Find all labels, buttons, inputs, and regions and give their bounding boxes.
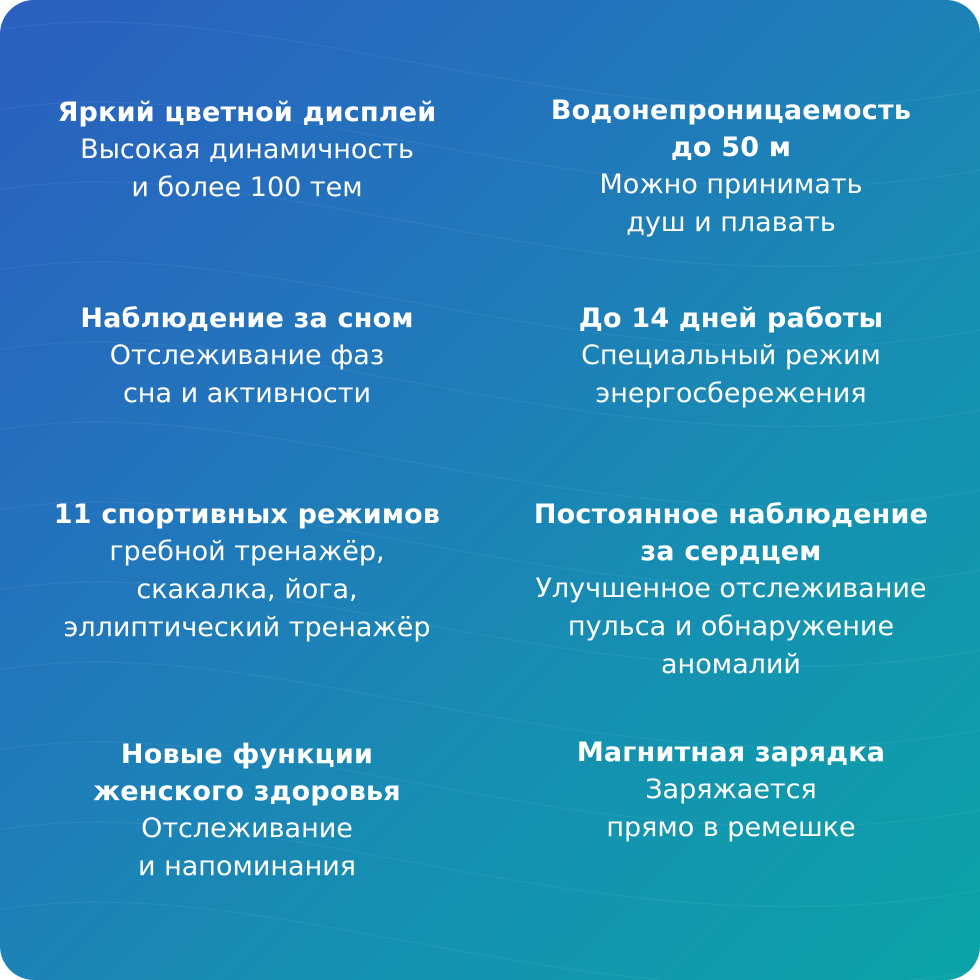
feature-title: Наблюдение за сном: [80, 303, 414, 334]
feature-desc-line: душ и плавать: [626, 207, 836, 238]
feature-desc-line: эллиптический тренажёр: [63, 612, 431, 643]
feature-desc-line: аномалий: [661, 649, 801, 680]
feature-desc-line: Высокая динамичность: [80, 134, 414, 165]
feature-desc-line: Отслеживание фаз: [109, 340, 385, 371]
feature-desc-line: Можно принимать: [599, 169, 863, 200]
feature-title: Новые функции: [120, 739, 374, 770]
feature-desc-line: Отслеживание: [141, 813, 353, 844]
feature-title: Магнитная зарядка: [576, 737, 886, 768]
feature-desc-line: прямо в ремешке: [606, 812, 856, 843]
feature-desc-line: сна и активности: [122, 378, 372, 409]
feature-sleep-tracking: [12, 300, 482, 413]
feature-sport-modes: [12, 496, 482, 647]
feature-title: женского здоровья: [93, 776, 401, 807]
feature-desc-line: Специальный режим: [581, 340, 881, 371]
feature-magnetic-charging: [496, 734, 966, 847]
feature-title: Постоянное наблюдение: [533, 499, 929, 530]
feature-desc-line: энергосбережения: [595, 378, 867, 409]
feature-desc-line: скакалка, йога,: [136, 574, 358, 605]
feature-bright-display: [12, 94, 482, 207]
feature-desc-line: гребной тренажёр,: [109, 536, 385, 567]
feature-title: за сердцем: [640, 536, 822, 567]
feature-desc-line: Улучшенное отслеживание: [535, 573, 927, 604]
feature-title: До 14 дней работы: [578, 303, 884, 334]
feature-title: Яркий цветной дисплей: [57, 97, 437, 128]
feature-title: Водонепроницаемость: [550, 95, 912, 126]
feature-water-resistance: [496, 92, 966, 242]
feature-title: до 50 м: [670, 132, 792, 163]
feature-battery-life: [496, 300, 966, 413]
feature-desc-line: пульса и обнаружение: [567, 611, 895, 642]
feature-heart-monitoring: [496, 496, 966, 684]
feature-desc-line: и более 100 тем: [131, 172, 363, 203]
feature-desc-line: и напоминания: [137, 851, 357, 882]
feature-womens-health: [12, 736, 482, 886]
feature-title: 11 спортивных режимов: [53, 499, 441, 530]
feature-desc-line: Заряжается: [645, 774, 817, 805]
